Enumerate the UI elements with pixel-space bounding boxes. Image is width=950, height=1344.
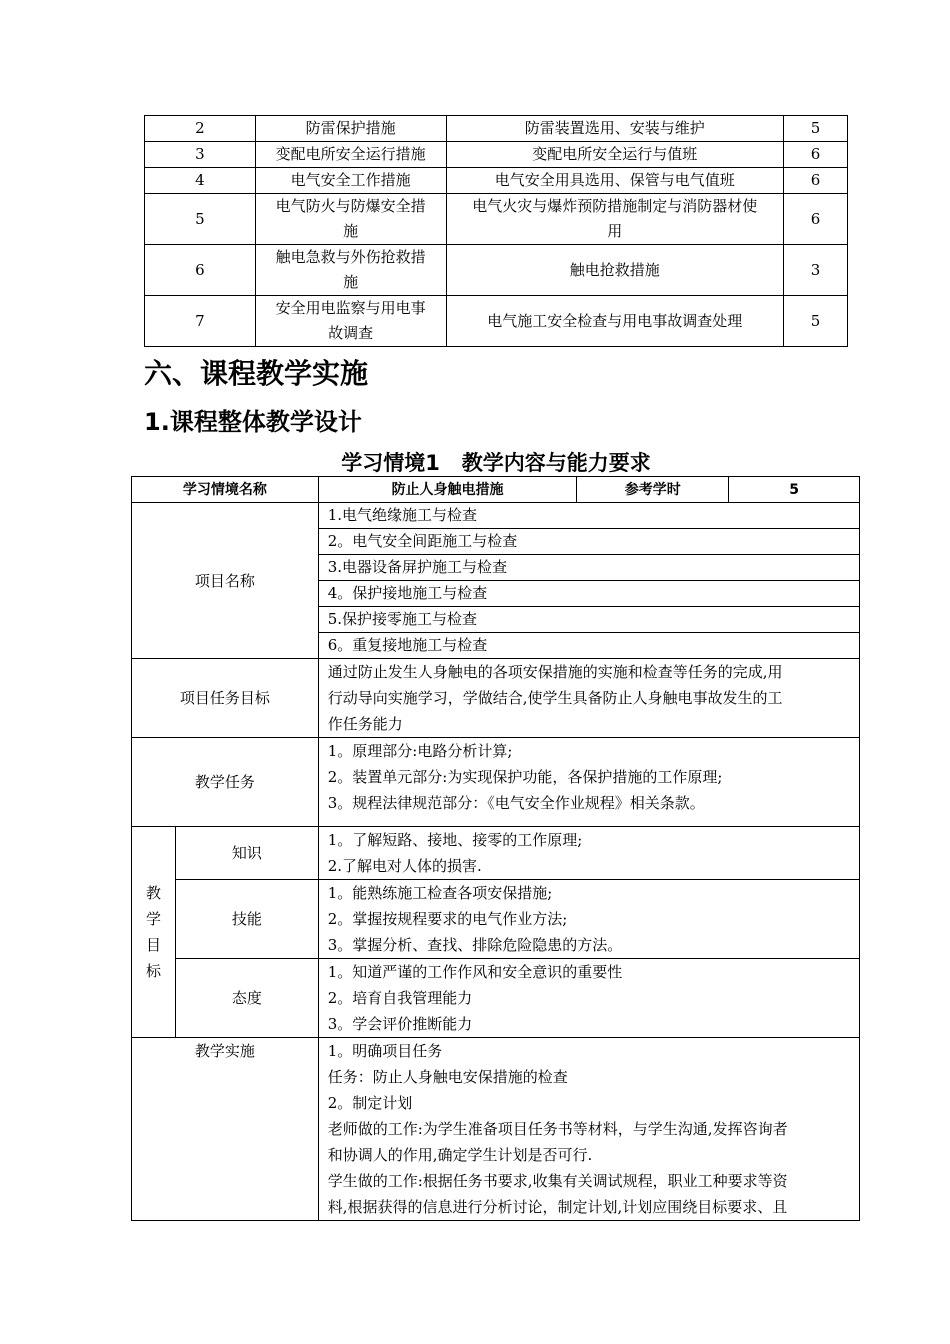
goal-line: 通过防止发生人身触电的各项安保措施的实施和检查等任务的完成,用 (327, 663, 783, 681)
content-cell (446, 194, 784, 245)
knowledge-line: 2.了解电对人体的损害. (327, 857, 482, 875)
measure-cell: 电气安全工作措施 (255, 168, 446, 194)
task-line: 3。规程法律规范部分：《电气安全作业规程》相关条款。 (327, 794, 705, 812)
project-item: 6。重复接地施工与检查 (318, 633, 859, 659)
hours-cell: 5 (784, 116, 848, 142)
implementation-line: 老师做的工作:为学生准备项目任务书等材料，与学生沟通,发挥咨询者 (327, 1120, 788, 1138)
skill-content (318, 880, 859, 959)
row-number: 6 (145, 245, 256, 296)
project-item: 1.电气绝缘施工与检查 (318, 503, 859, 529)
skill-line: 3。掌握分析、查找、排除危险隐患的方法。 (327, 936, 623, 954)
project-item: 4。保护接地施工与检查 (318, 581, 859, 607)
row-number: 5 (145, 194, 256, 245)
attitude-content (318, 959, 859, 1038)
knowledge-row (132, 827, 860, 880)
sub-heading: 1.课程整体教学设计 (144, 408, 362, 436)
measure-cell (255, 245, 446, 296)
knowledge-label: 知识 (175, 827, 318, 880)
task-row (132, 738, 860, 827)
measure-cell: 变配电所安全运行措施 (255, 142, 446, 168)
scenario-name-label: 学习情境名称 (132, 477, 319, 503)
hours-value: 5 (729, 477, 860, 503)
measure-line: 电气防火与防爆安全措 (275, 197, 426, 215)
measure-cell (255, 296, 446, 347)
row-number: 3 (145, 142, 256, 168)
skill-row (132, 880, 860, 959)
row-number: 7 (145, 296, 256, 347)
goal-label: 项目任务目标 (132, 659, 319, 738)
attitude-label: 态度 (175, 959, 318, 1038)
goal-line: 行动导向实施学习，学做结合,使学生具备防止人身触电事故发生的工 (327, 689, 783, 707)
project-item: 2。电气安全间距施工与检查 (318, 529, 859, 555)
content-cell: 变配电所安全运行与值班 (446, 142, 784, 168)
hours-cell: 6 (784, 168, 848, 194)
table-row (145, 142, 848, 168)
attitude-line: 2。培育自我管理能力 (327, 989, 473, 1007)
table-title: 学习情境1 教学内容与能力要求 (341, 451, 651, 475)
row-number: 2 (145, 116, 256, 142)
learning-scenario-table (131, 476, 860, 1221)
knowledge-line: 1。了解短路、接地、接零的工作原理; (327, 831, 583, 849)
content-line: 用 (607, 222, 623, 240)
task-content (318, 738, 859, 827)
table-row (145, 245, 848, 296)
implementation-line: 料,根据获得的信息进行分析讨论，制定计划,计划应围绕目标要求、且 (327, 1198, 788, 1216)
implementation-line: 和协调人的作用,确定学生计划是否可行. (327, 1146, 593, 1164)
measure-cell (255, 194, 446, 245)
content-cell: 防雷装置选用、安装与维护 (446, 116, 784, 142)
measure-line: 安全用电监察与用电事 (275, 299, 426, 317)
measure-line: 施 (343, 222, 359, 240)
hours-cell: 3 (784, 245, 848, 296)
row-number: 4 (145, 168, 256, 194)
goal-content (318, 659, 859, 738)
implementation-line: 2。制定计划 (327, 1094, 413, 1112)
hours-cell: 5 (784, 296, 848, 347)
project-item: 5.保护接零施工与检查 (318, 607, 859, 633)
skill-line: 1。能熟练施工检查各项安保措施; (327, 884, 553, 902)
scenario-name-value: 防止人身触电措施 (318, 477, 577, 503)
measure-line: 触电急救与外伤抢救措 (275, 248, 426, 266)
implementation-content (318, 1038, 859, 1221)
goal-line: 作任务能力 (327, 715, 403, 733)
attitude-line: 3。学会评价推断能力 (327, 1015, 473, 1033)
course-module-table (144, 115, 848, 347)
implementation-row (132, 1038, 860, 1221)
hours-label: 参考学时 (577, 477, 729, 503)
objective-char: 标 (145, 962, 161, 980)
section-heading: 六、课程教学实施 (144, 357, 369, 390)
attitude-row (132, 959, 860, 1038)
objective-char: 目 (145, 936, 161, 954)
project-item: 3.电器设备屏护施工与检查 (318, 555, 859, 581)
table-row (145, 296, 848, 347)
content-cell: 电气施工安全检查与用电事故调查处理 (446, 296, 784, 347)
content-line: 电气火灾与爆炸预防措施制定与消防器材使 (472, 197, 758, 215)
skill-label: 技能 (175, 880, 318, 959)
content-cell: 电气安全用具选用、保管与电气值班 (446, 168, 784, 194)
goal-row (132, 659, 860, 738)
measure-cell: 防雷保护措施 (255, 116, 446, 142)
hours-cell: 6 (784, 194, 848, 245)
project-row (132, 503, 860, 529)
knowledge-content (318, 827, 859, 880)
measure-line: 施 (343, 273, 359, 291)
projects-label: 项目名称 (132, 503, 319, 659)
implementation-line: 1。明确项目任务 (327, 1042, 443, 1060)
content-cell: 触电抢救措施 (446, 245, 784, 296)
objective-char: 学 (145, 910, 161, 928)
table-row (145, 168, 848, 194)
objective-char: 教 (145, 884, 161, 902)
measure-line: 故调查 (328, 324, 374, 342)
task-line: 2。装置单元部分:为实现保护功能，各保护措施的工作原理; (327, 768, 723, 786)
skill-line: 2。掌握按规程要求的电气作业方法; (327, 910, 568, 928)
attitude-line: 1。知道严谨的工作作风和安全意识的重要性 (327, 963, 623, 981)
table-row (145, 194, 848, 245)
table-row (145, 116, 848, 142)
implementation-line: 任务：防止人身触电安保措施的检查 (327, 1068, 568, 1086)
header-row (132, 477, 860, 503)
teaching-objectives-label (132, 827, 176, 1038)
task-line: 1。原理部分:电路分析计算; (327, 742, 513, 760)
implementation-line: 学生做的工作:根据任务书要求,收集有关调试规程，职业工种要求等资 (327, 1172, 788, 1190)
hours-cell: 6 (784, 142, 848, 168)
implementation-label: 教学实施 (132, 1038, 319, 1221)
task-label: 教学任务 (132, 738, 319, 827)
